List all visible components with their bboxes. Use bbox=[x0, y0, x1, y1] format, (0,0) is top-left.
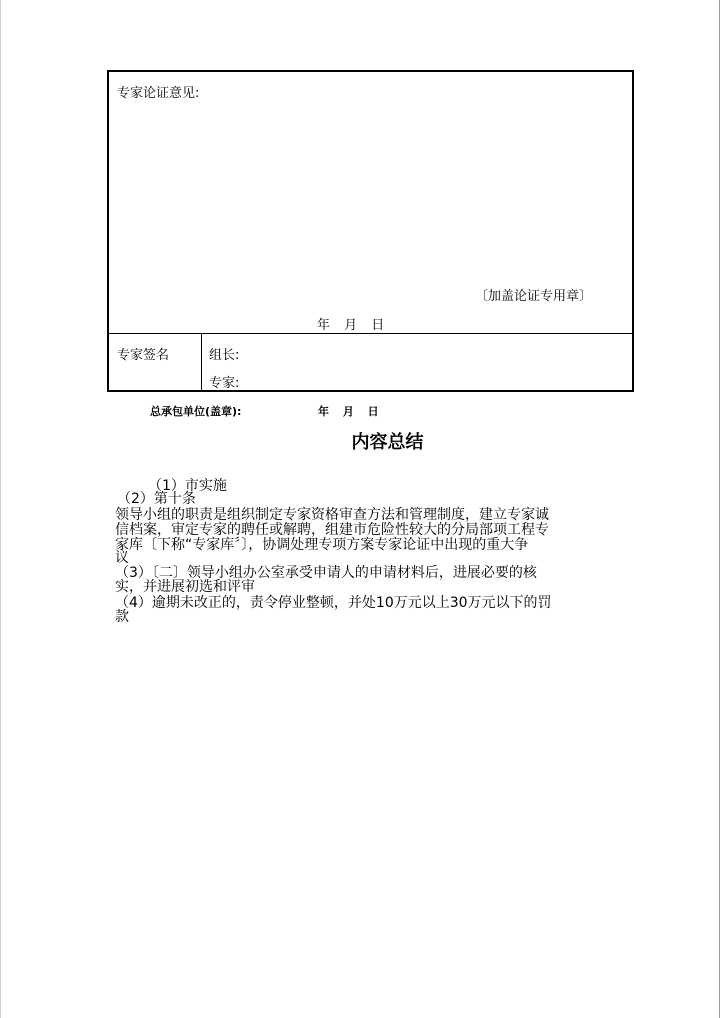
summary-line: 领导小组的职责是组织制定专家资格审查方法和管理制度，建立专家诚 bbox=[115, 507, 549, 523]
summary-line: （4）逾期未改正的，责令停业整顿，并处10万元以上30万元以下的罚 bbox=[115, 595, 552, 611]
table-row-divider bbox=[109, 333, 632, 334]
summary-line: （3）〔二〕领导小组办公室承受申请人的申请材料后，进展必要的核 bbox=[115, 565, 537, 581]
summary-line: 信档案，审定专家的聘任或解聘，组建市危险性较大的分局部项工程专 bbox=[115, 522, 549, 538]
group-leader-label: 组长: bbox=[209, 348, 240, 363]
summary-line: （1）市实施 bbox=[148, 478, 227, 494]
summary-title: 内容总结 bbox=[351, 432, 424, 453]
page-edge-left bbox=[0, 0, 1, 1018]
seal-note: 〔加盖论证专用章〕 bbox=[474, 289, 592, 304]
summary-line: 议 bbox=[115, 550, 129, 566]
contractor-date: 年 月 日 bbox=[318, 405, 379, 418]
table-column-divider bbox=[201, 333, 202, 390]
summary-line: （2）第十条 bbox=[117, 491, 196, 507]
summary-line: 家库〔下称“专家库〞〕，协调处理专项方案专家论证中出现的重大争 bbox=[115, 537, 529, 553]
expert-opinion-cell bbox=[109, 72, 632, 333]
summary-line: 款 bbox=[115, 609, 129, 625]
summary-line: 实，并进展初选和评审 bbox=[115, 579, 255, 595]
expert-signature-label: 专家签名 bbox=[117, 348, 170, 363]
expert-opinion-label: 专家论证意见: bbox=[117, 86, 200, 101]
opinion-date: 年 月 日 bbox=[317, 318, 385, 333]
contractor-seal-label: 总承包单位(盖章): bbox=[150, 405, 242, 418]
expert-label: 专家: bbox=[209, 376, 240, 391]
expert-opinion-table bbox=[107, 70, 634, 392]
